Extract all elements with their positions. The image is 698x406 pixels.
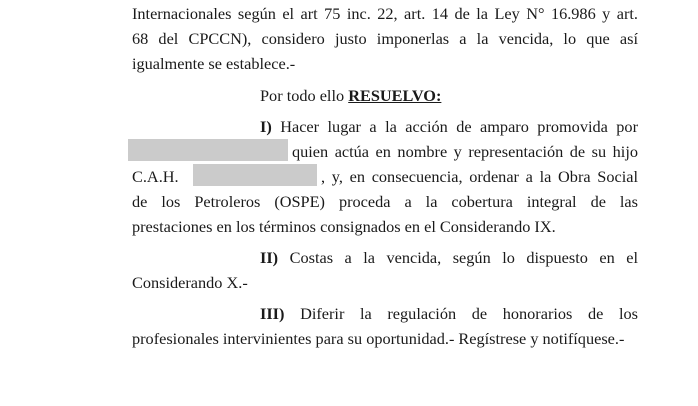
item-2-text-1: Costas a la vencida, según lo dispuesto en el <box>289 248 638 267</box>
paragraph-line-2: 68 del CPCCN), considero justo imponerlas a la vencida, lo que así <box>132 29 638 48</box>
item-3-number: III) <box>260 304 285 323</box>
item-1-line-5: prestaciones en los términos consignados en el Considerando IX. <box>132 217 556 236</box>
item-1-line-1 <box>260 117 638 137</box>
item-3-line-2: profesionales intervinientes para su oportunidad.- Regístrese y notifíquese.- <box>132 329 625 348</box>
resolution-intro: Por todo ello <box>260 86 345 105</box>
item-1-line-2: quien actúa en nombre y representación de su hijo <box>292 142 638 161</box>
item-1-line-3-start: C.A.H. <box>132 167 179 186</box>
item-2-number: II) <box>260 248 279 267</box>
item-1-text-1: Hacer lugar a la acción de amparo promovida por <box>280 117 638 136</box>
paragraph-line-3: igualmente se establece.- <box>132 54 296 73</box>
redacted-child-name-block <box>193 164 317 186</box>
item-1-line-4: de los Petroleros (OSPE) proceda a la cobertura integral de las <box>132 192 638 211</box>
item-3-text-1: Diferir la regulación de honorarios de los <box>300 304 638 323</box>
redacted-name-block <box>128 139 288 161</box>
item-3-line-1 <box>260 304 638 324</box>
item-1-number: I) <box>260 117 272 136</box>
item-1-line-3-end: , y, en consecuencia, ordenar a la Obra Social <box>321 167 638 186</box>
item-2-line-2: Considerando X.- <box>132 273 248 292</box>
item-2-line-1 <box>260 248 638 268</box>
resolution-keyword: RESUELVO: <box>348 86 442 105</box>
paragraph-line-1: Internacionales según el art 75 inc. 22, art. 14 de la Ley N° 16.986 y art. <box>132 4 638 23</box>
resolution-heading <box>260 86 441 106</box>
